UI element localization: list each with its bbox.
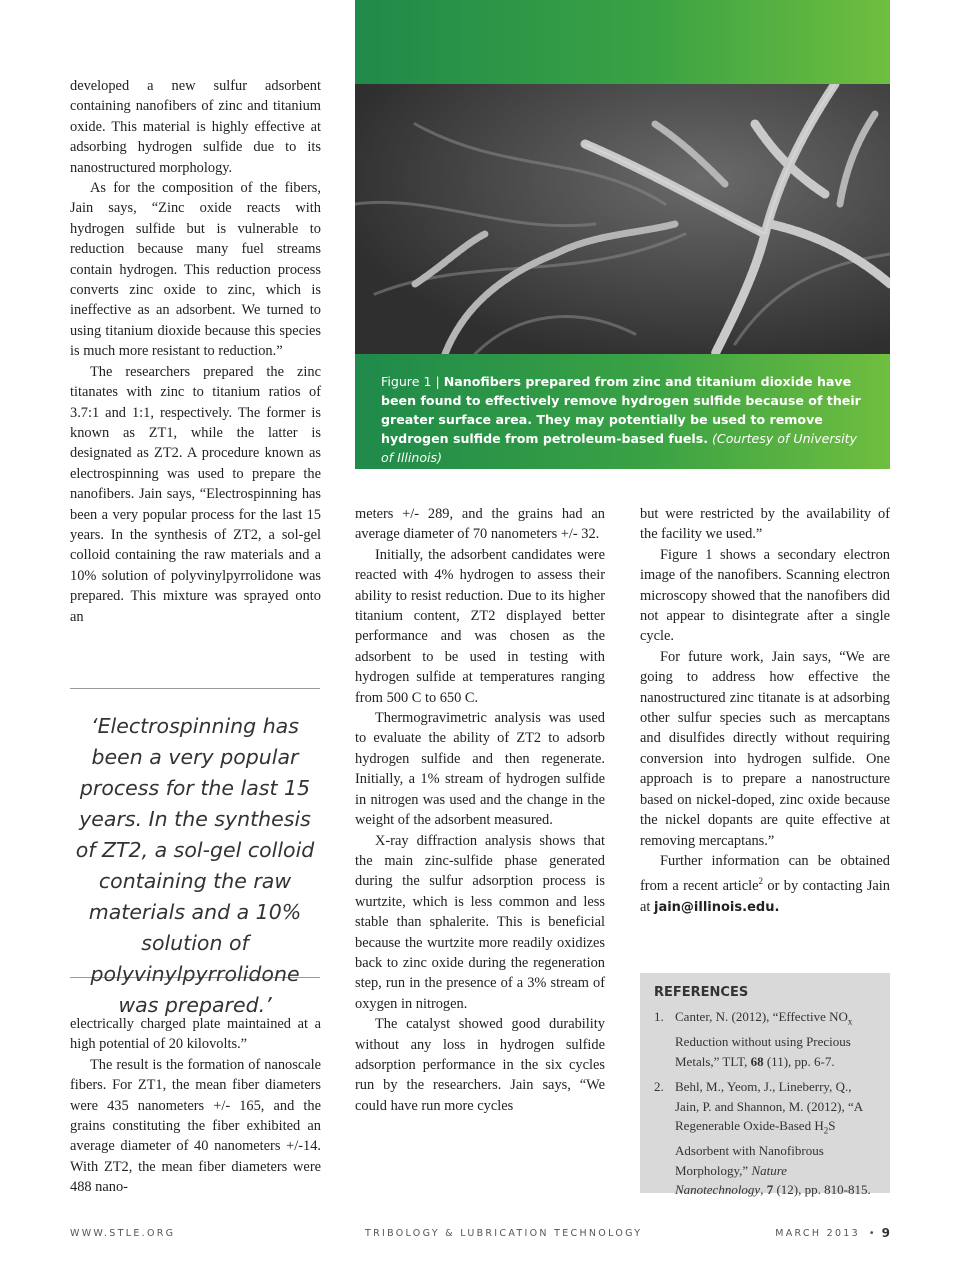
footer-issue-date: MARCH 2013 [775, 1228, 860, 1239]
body-paragraph: electrically charged plate maintained at a high potential of 20 kilovolts.” [70, 1016, 321, 1053]
figure-caption [381, 372, 871, 467]
page-footer [70, 1228, 890, 1242]
reference-subscript: x [847, 1016, 853, 1027]
footer-magazine-title: TRIBOLOGY & LUBRICATION TECHNOLOGY [365, 1228, 643, 1239]
figure-caption-text: Nanofibers prepared from zinc and titanium dioxide have been found to effectively remove hydrogen sulfide because of their greater surface area. They may potentially be used to remove hydrogen sulfide from petroleum-based fuels. [381, 374, 861, 446]
reference-text: Reduction without using Precious Metals,” TLT, [675, 1034, 851, 1069]
page-number: 9 [881, 1226, 890, 1240]
reference-volume: 7 [766, 1182, 774, 1198]
body-paragraph: The catalyst showed good durability without any loss in hydrogen sulfide adsorption performance in the six cycles run by the researchers. Jain says, “We could have run more cycles [355, 1016, 605, 1114]
body-paragraph: Figure 1 shows a secondary electron image of the nanofibers. Scanning electron microscopy showed that the nanofibers did not appear to disintegrate after a single cycle. [640, 546, 890, 645]
reference-superscript: 2 [758, 876, 764, 887]
footer-separator: • [868, 1228, 877, 1239]
reference-text: , [760, 1182, 767, 1198]
reference-journal: Nature Nanotechnology [675, 1162, 788, 1198]
body-paragraph [640, 851, 890, 918]
reference-number: 1. [654, 1009, 664, 1024]
reference-item [654, 1007, 878, 1071]
reference-text: Canter, N. (2012), “Effective NO [675, 1009, 848, 1024]
column-1-top [70, 76, 321, 627]
body-paragraph: The researchers prepared the zinc titanates with zinc to titanium ratios of 3.7:1 and 1:1, respectively. The former is known as ZT1, while the latter is designated as ZT2. A procedure known as electrospinning was used to prepare the nanofibers. Jain says, “Electrospinning has been a very popular process for the last 15 years. In the synthesis of ZT2, a sol-gel colloid containing the raw materials and a 10% solution of polyvinylpyrrolidone was prepared. This mixture was sprayed onto an [70, 363, 321, 625]
figure-label: Figure 1 | [381, 374, 444, 389]
reference-text: S Adsorbent with Nanofibrous Morphology,” [675, 1118, 836, 1178]
footer-website[interactable]: WWW.STLE.ORG [70, 1228, 176, 1239]
body-paragraph: X-ray diffraction analysis shows that the main zinc-sulfide phase generated during the sulfur adsorption process is wurtzite, which is less common and less stable than sphalerite. This is beneficial because the wurtzite more readily oxidizes back to zinc oxide during the regeneration step, run in the presence of a 3% stream of oxygen in nitrogen. [355, 832, 605, 1012]
reference-text: Behl, M., Yeom, J., Lineberry, Q., Jain, P. and Shannon, M. (2012), “A Regenerable Oxide-Based H [675, 1079, 863, 1134]
body-paragraph: Thermogravimetric analysis was used to evaluate the ability of ZT2 to adsorb hydrogen sulfide and then regenerate. Initially, a 1% stream of hydrogen sulfide in nitrogen was used and the change in the weight of the adsorbent measured. [355, 710, 605, 829]
figure-credit: (Courtesy of University of Illinois) [381, 431, 857, 465]
body-paragraph: Initially, the adsorbent candidates were reacted with 4% hydrogen to assess their ability to resist reduction. Due to its higher titanium content, ZT2 displayed better performance and was chosen as the adsorbent to be used in testing with hydrogen sulfide at temperatures ranging from 500 C to 650 C. [355, 546, 605, 706]
references-title: REFERENCES [654, 985, 749, 1000]
column-1-bottom [70, 1014, 321, 1198]
reference-volume: 68 [750, 1053, 764, 1069]
sem-nanofiber-image [355, 84, 890, 354]
body-paragraph: As for the composition of the fibers, Jain says, “Zinc oxide reacts with hydrogen sulfide but is vulnerable to reduction because many fuel streams contain hydrogen. This reduction process converts zinc oxide to zinc, which is ineffective as an adsorbent. We turned to using titanium dioxide because this species is much more resistant to reduction.” [70, 180, 321, 360]
column-3 [640, 504, 890, 918]
body-paragraph: For future work, Jain says, “We are going to address how effective the nanostructured zinc titanate is at adsorbing other sulfur species such as mercaptans and disulfides directly without requiring conversion into hydrogen sulfide. One approach is to prepare a nanostructure based on nickel-doped, zinc oxide because the nickel dopants are quite effective at removing mercaptans.” [640, 648, 890, 849]
pull-quote-text: ‘Electrospinning has been a very popular process for the last 15 years. In the synthesis of ZT2, a sol-gel colloid containing the raw materials and a 10% solution of polyvinylpyrrolidone was prepared.’ [75, 714, 315, 1017]
reference-item [654, 1077, 878, 1200]
reference-number: 2. [654, 1079, 664, 1095]
email-link[interactable]: jain@illinois.edu. [653, 899, 780, 915]
body-paragraph: developed a new sulfur adsorbent containing nanofibers of zinc and titanium oxide. This material is highly effective at adsorbing hydrogen sulfide due to its nanostructured morphology. [70, 78, 321, 176]
references-box [640, 973, 890, 1198]
body-paragraph: but were restricted by the availability of the facility we used.” [640, 506, 890, 543]
reference-subscript: 2 [823, 1125, 829, 1136]
nanofiber-micrograph [355, 84, 890, 354]
figure-1 [355, 0, 890, 469]
reference-text: (11), pp. 6-7. [763, 1053, 835, 1069]
body-text: or by contacting Jain at [640, 878, 890, 915]
body-text: Further information can be obtained from a recent article [640, 852, 890, 895]
body-paragraph: The result is the formation of nanoscale fibers. For ZT1, the mean fiber diameters were 435 nanometers +/- 165, and the grains constituting the fiber exhibited an average diameter of 40 nanometers +/-14. With ZT2, the mean fiber diameters were 488 nano- [70, 1056, 321, 1196]
reference-text: (12), pp. 810-815. [773, 1182, 871, 1198]
pull-quote [70, 688, 320, 1017]
body-paragraph: meters +/- 289, and the grains had an average diameter of 70 nanometers +/- 32. [355, 506, 605, 543]
references-list [654, 1007, 878, 1206]
column-2 [355, 504, 605, 1116]
